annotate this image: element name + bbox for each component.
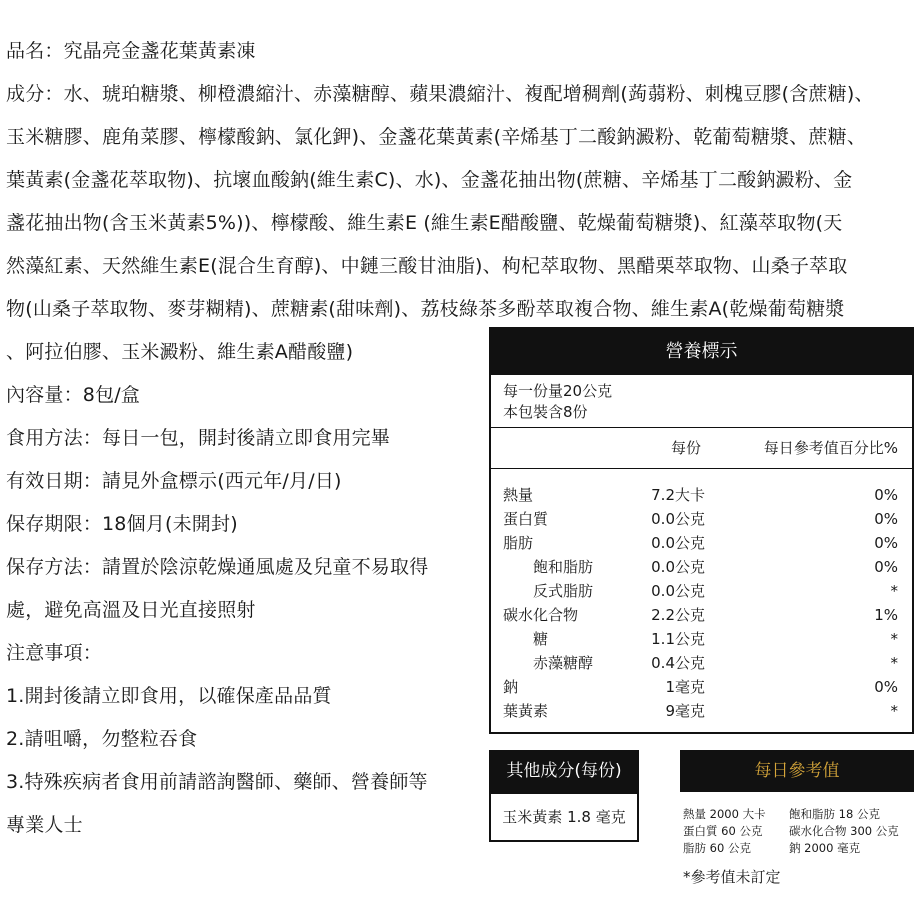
ingredients-line-4: 盞花抽出物(含玉米黃素5%))、檸檬酸、維生素E (維生素E醋酸鹽、乾燥葡萄糖漿)、紅藻萃取物(天 — [6, 212, 843, 234]
nutrient-daily-pct: * — [890, 654, 898, 672]
nutrition-title: 營養標示 — [491, 329, 912, 375]
serving-size: 每一份量20公克 — [503, 382, 613, 400]
nutrient-daily-pct: * — [890, 630, 898, 648]
nutrition-row — [491, 651, 912, 675]
servings-per-pack: 本包裝含8份 — [503, 403, 588, 421]
other-ingredients-value: 玉米黃素 1.8 毫克 — [489, 792, 639, 842]
nutrient-daily-pct: 0% — [874, 510, 898, 528]
ingredients-line-1: 成分：水、琥珀糖漿、柳橙濃縮汁、赤藻糖醇、蘋果濃縮汁、複配增稠劑(蒟蒻粉、刺槐豆膠(含蔗糖)、 — [6, 83, 874, 105]
ingredients-line-7: 、阿拉伯膠、玉米澱粉、維生素A醋酸鹽) — [6, 341, 354, 363]
nutrient-label: 反式脂肪 — [533, 582, 594, 600]
nutrient-label: 鈉 — [503, 678, 519, 696]
net-content: 內容量：8包/盒 — [6, 384, 141, 406]
nutrient-daily-pct: 0% — [874, 486, 898, 504]
note-3-line-1: 3.特殊疾病者食用前請諮詢醫師、藥師、營養師等 — [6, 771, 428, 793]
ingredients-line-2: 玉米糖膠、鹿角菜膠、檸檬酸鈉、氯化鉀)、金盞花葉黃素(辛烯基丁二酸鈉澱粉、乾葡萄糖漿、蔗糖、 — [6, 126, 867, 148]
daily-ref-saturated-fat: 飽和脂肪 18 公克 — [789, 807, 880, 821]
nutrient-label: 飽和脂肪 — [533, 558, 594, 576]
nutrition-row — [491, 483, 912, 507]
nutrient-label: 脂肪 — [503, 534, 534, 552]
nutrition-column-headers — [491, 428, 912, 468]
note-1: 1.開封後請立即食用，以確保產品品質 — [6, 685, 332, 707]
daily-ref-fat: 脂肪 60 公克 — [683, 841, 751, 855]
nutrition-rows — [491, 469, 912, 723]
nutrient-amount: 0.0公克 — [651, 558, 705, 576]
ingredients-line-5: 然藻紅素、天然維生素E(混合生育醇)、中鏈三酸甘油脂)、枸杞萃取物、黑醋栗萃取物、山桑子萃取 — [6, 255, 848, 277]
nutrition-row — [491, 699, 912, 723]
nutrition-row — [491, 507, 912, 531]
nutrient-amount: 0.0公克 — [651, 582, 705, 600]
nutrient-label: 糖 — [533, 630, 549, 648]
daily-ref-protein: 蛋白質 60 公克 — [683, 824, 763, 838]
nutrient-amount: 0.0公克 — [651, 534, 705, 552]
nutrient-amount: 0.0公克 — [651, 510, 705, 528]
nutrient-daily-pct: 0% — [874, 534, 898, 552]
nutrient-daily-pct: 0% — [874, 678, 898, 696]
nutrient-amount: 7.2大卡 — [651, 486, 705, 504]
col-daily-pct: 每日參考值百分比% — [763, 439, 898, 457]
nutrient-amount: 2.2公克 — [651, 606, 705, 624]
nutrient-amount: 1.1公克 — [651, 630, 705, 648]
nutrition-row — [491, 675, 912, 699]
daily-reference-note: *參考值未訂定 — [683, 868, 781, 886]
col-per-serving: 每份 — [671, 439, 702, 457]
nutrition-row — [491, 627, 912, 651]
daily-reference-col-1 — [683, 806, 766, 857]
note-3-line-2: 專業人士 — [6, 814, 83, 836]
nutrient-label: 熱量 — [503, 486, 534, 504]
shelf-life: 保存期限：18個月(未開封) — [6, 513, 238, 535]
nutrient-amount: 0.4公克 — [651, 654, 705, 672]
note-2: 2.請咀嚼，勿整粒吞食 — [6, 728, 198, 750]
nutrient-label: 赤藻糖醇 — [533, 654, 594, 672]
expiry-date: 有效日期：請見外盒標示(西元年/月/日) — [6, 470, 342, 492]
storage-line-2: 處，避免高溫及日光直接照射 — [6, 599, 256, 621]
nutrient-daily-pct: 0% — [874, 558, 898, 576]
nutrition-row — [491, 579, 912, 603]
daily-ref-calories: 熱量 2000 大卡 — [683, 807, 766, 821]
nutrient-label: 葉黃素 — [503, 702, 549, 720]
daily-reference-title: 每日參考值 — [680, 750, 914, 792]
nutrient-amount: 9毫克 — [665, 702, 705, 720]
daily-ref-sodium: 鈉 2000 毫克 — [789, 841, 861, 855]
notes-heading: 注意事項： — [6, 642, 103, 664]
nutrition-row — [491, 603, 912, 627]
daily-reference-col-2 — [789, 806, 899, 857]
nutrition-row — [491, 555, 912, 579]
daily-ref-carbohydrate: 碳水化合物 300 公克 — [789, 824, 899, 838]
nutrition-facts-table — [489, 327, 914, 734]
ingredients-line-6: 物(山桑子萃取物、麥芽糊精)、蔗糖素(甜味劑)、荔枝綠茶多酚萃取複合物、維生素A(乾燥葡萄糖漿 — [6, 298, 845, 320]
product-name: 品名：究晶亮金盞花葉黃素凍 — [6, 40, 256, 62]
nutrient-label: 碳水化合物 — [503, 606, 579, 624]
storage-line-1: 保存方法：請置於陰涼乾燥通風處及兒童不易取得 — [6, 556, 429, 578]
nutrition-row — [491, 531, 912, 555]
nutrient-label: 蛋白質 — [503, 510, 549, 528]
ingredients-line-3: 葉黃素(金盞花萃取物)、抗壞血酸鈉(維生素C)、水)、金盞花抽出物(蔗糖、辛烯基丁二酸鈉澱粉、金 — [6, 169, 853, 191]
other-ingredients-title: 其他成分(每份) — [489, 750, 639, 792]
nutrient-amount: 1毫克 — [665, 678, 705, 696]
serving-info — [491, 375, 912, 427]
nutrient-daily-pct: * — [890, 702, 898, 720]
nutrient-daily-pct: * — [890, 582, 898, 600]
usage-directions: 食用方法：每日一包，開封後請立即食用完畢 — [6, 427, 391, 449]
nutrient-daily-pct: 1% — [874, 606, 898, 624]
